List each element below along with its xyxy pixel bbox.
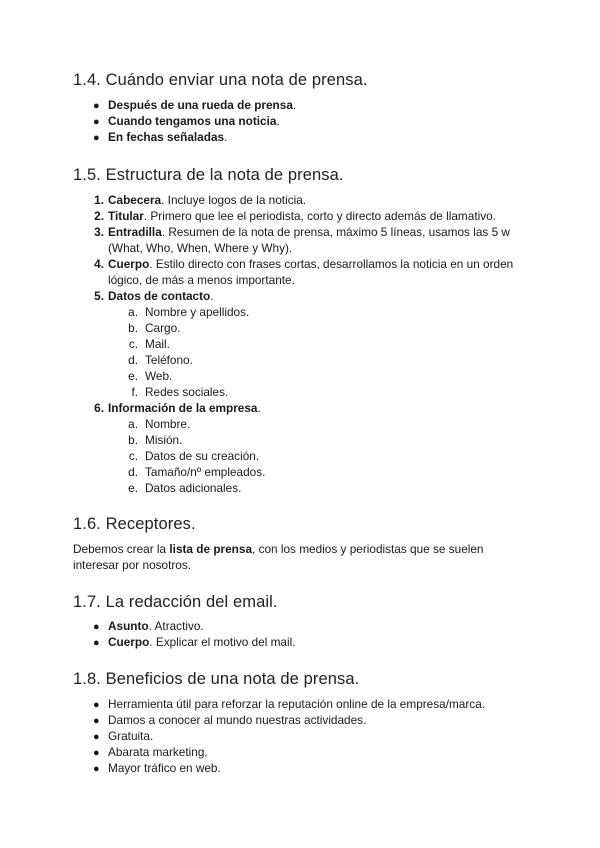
sublist-letter: f. (131, 385, 138, 399)
list-number: 1. (94, 193, 104, 207)
sublist-item: Datos de su creación. (145, 449, 260, 463)
list-number: 3. (94, 225, 104, 239)
sublist-letter: d. (128, 353, 138, 367)
sublist-item: Mail. (145, 337, 170, 351)
list-number: 5. (94, 289, 104, 303)
sublist-letter: e. (128, 369, 138, 383)
list-item-continuation: (What, Who, When, Where y Why). (108, 241, 293, 255)
bullet-icon: ● (93, 116, 100, 128)
sublist-item: Misión. (145, 433, 183, 447)
sublist-letter: b. (128, 433, 138, 447)
sublist-letter: a. (128, 417, 138, 431)
paragraph-line: Debemos crear la lista de prensa, con los medios y periodistas que se suelen (73, 542, 484, 556)
list-number: 4. (94, 257, 104, 271)
bullet-icon: ● (93, 747, 100, 759)
list-item: Gratuita. (108, 729, 154, 743)
section-heading-1-6: 1.6. Receptores. (73, 515, 196, 533)
bullet-icon: ● (93, 763, 100, 775)
sublist-item: Redes sociales. (145, 385, 229, 399)
sublist-letter: b. (128, 321, 138, 335)
list-item: Asunto. Atractivo. (108, 619, 204, 633)
sublist-item: Web. (145, 369, 173, 383)
list-item: Después de una rueda de prensa. (108, 98, 297, 112)
list-item: Titular. Primero que lee el periodista, corto y directo además de llamativo. (108, 209, 496, 223)
list-item: Cuerpo. Explicar el motivo del mail. (108, 635, 296, 649)
sublist-letter: c. (128, 449, 138, 463)
list-item: Mayor tráfico en web. (108, 761, 221, 775)
sublist-letter: d. (128, 465, 138, 479)
bullet-icon: ● (93, 699, 100, 711)
list-item: Abarata marketing. (108, 745, 208, 759)
bullet-icon: ● (93, 731, 100, 743)
list-item: Entradilla. Resumen de la nota de prensa, máximo 5 líneas, usamos las 5 w (108, 225, 510, 239)
sublist-letter: c. (128, 337, 138, 351)
section-heading-1-7: 1.7. La redacción del email. (73, 593, 278, 611)
section-heading-1-5: 1.5. Estructura de la nota de prensa. (73, 166, 344, 184)
list-item: Herramienta útil para reforzar la reputación online de la empresa/marca. (108, 697, 486, 711)
section-heading-1-8: 1.8. Beneficios de una nota de prensa. (73, 670, 360, 688)
list-item-continuation: lógico, de más a menos importante. (108, 273, 295, 287)
sublist-letter: a. (128, 305, 138, 319)
list-item: Damos a conocer al mundo nuestras actividades. (108, 713, 367, 727)
bullet-icon: ● (93, 637, 100, 649)
section-heading-1-4: 1.4. Cuándo enviar una nota de prensa. (73, 71, 368, 89)
bullet-icon: ● (93, 132, 100, 144)
bullet-icon: ● (93, 715, 100, 727)
list-item: Cuerpo. Estilo directo con frases cortas, desarrollamos la noticia en un orden (108, 257, 514, 271)
sublist-item: Cargo. (145, 321, 181, 335)
list-item: Cuando tengamos una noticia. (108, 114, 280, 128)
list-item: En fechas señaladas. (108, 130, 228, 144)
sublist-item: Tamaño/nº empleados. (145, 465, 266, 479)
bullet-icon: ● (93, 100, 100, 112)
list-number: 2. (94, 209, 104, 223)
bullet-icon: ● (93, 621, 100, 633)
sublist-letter: e. (128, 481, 138, 495)
sublist-item: Nombre. (145, 417, 191, 431)
list-item: Cabecera. Incluye logos de la noticia. (108, 193, 307, 207)
paragraph-line: interesar por nosotros. (73, 558, 192, 572)
list-item: Información de la empresa. (108, 401, 261, 415)
list-number: 6. (94, 401, 104, 415)
sublist-item: Nombre y apellidos. (145, 305, 250, 319)
sublist-item: Datos adicionales. (145, 481, 242, 495)
list-item: Datos de contacto. (108, 289, 214, 303)
sublist-item: Teléfono. (145, 353, 193, 367)
